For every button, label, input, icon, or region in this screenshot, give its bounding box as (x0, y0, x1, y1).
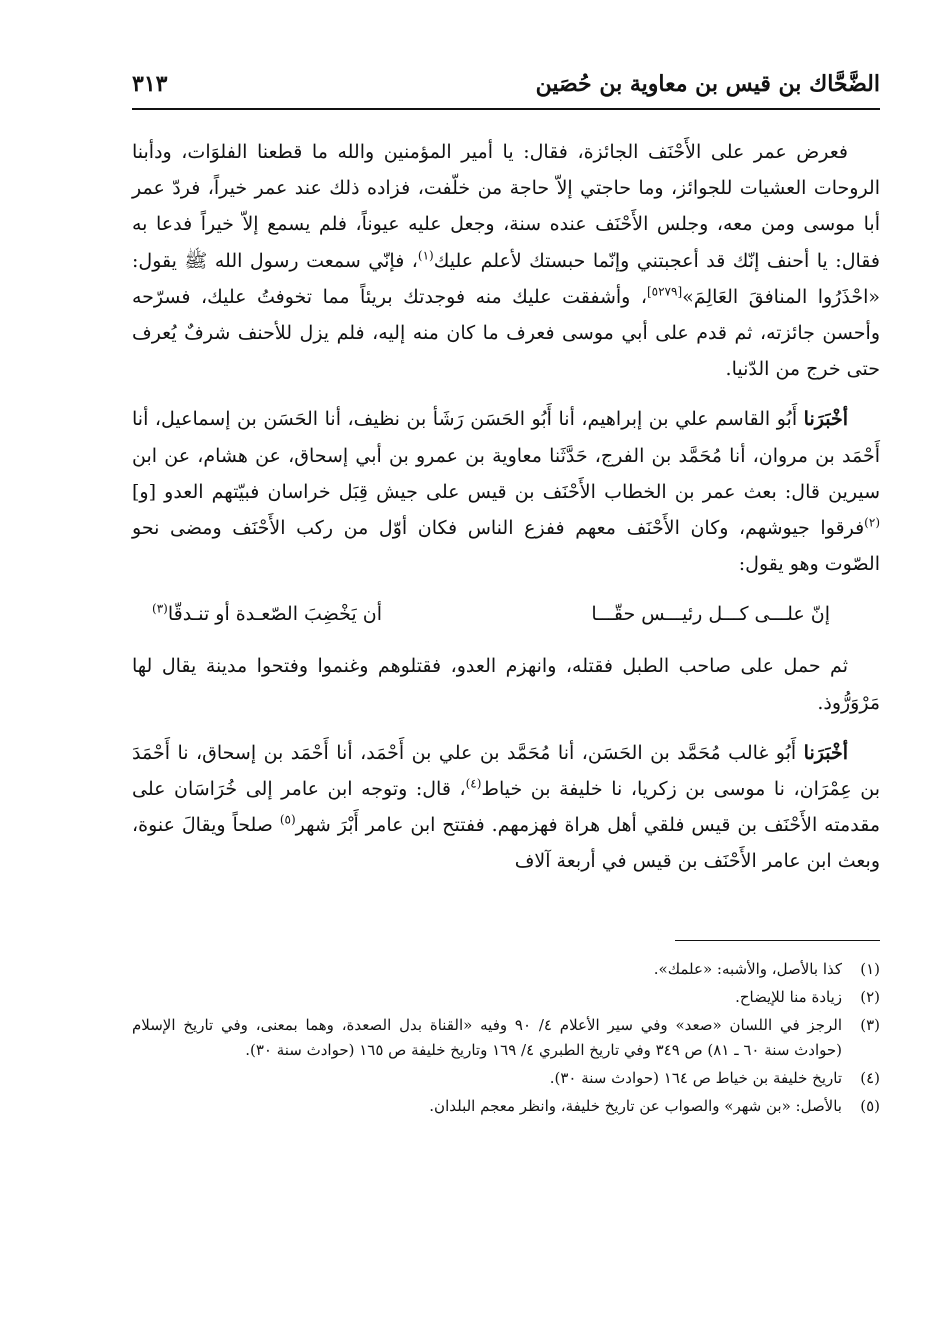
paragraph-text: ، قال: وتوجه ابن عامر إلى خُرَاسَان على مقدمته الأَحْنَف بن قيس فلقي أهل هراة فهزمهم. ففتتح ابن عامر أَبْرَ شهر (132, 778, 880, 837)
verse-second-hemistich: أن يَخْضِبَ الصّعـدة أو تنـدقّا$^{(٣)}$ (152, 602, 382, 626)
verse-first-hemistich: إنّ علـــى كـــل رئيـــس حقّـــا (591, 603, 830, 626)
hadith-number: [٥٢٧٩] (646, 284, 683, 299)
footnotes (132, 957, 880, 1119)
main-text (132, 134, 880, 880)
paragraph-text: ثم حمل على صاحب الطبل فقتله، وانهزم العدو، فقتلوهم وغنموا وفتحوا مدينة يقال لها مَرْوَرُّوذ. (132, 655, 880, 714)
footnote-number: (٥) (860, 1096, 880, 1115)
footnote-ref: (٢) (864, 515, 880, 530)
paragraph-text: فرقوا جيوشهم، وكان الأَحْنَف معهم ففزع الناس فكان أوّل من ركب الأَحْنَف ومضى نحو الصّوت وهو يقول: (132, 517, 880, 576)
footnote (132, 1013, 880, 1063)
footnote-text: بالأصل: «بن شهر» والصواب عن تاريخ خليفة، وانظر معجم البلدان. (429, 1096, 842, 1115)
footnote-number: (٣) (860, 1015, 880, 1034)
footnote (132, 957, 880, 982)
footnote-number: (٤) (860, 1068, 880, 1087)
paragraph-3 (132, 648, 880, 720)
footnote-ref: (٤) (465, 776, 482, 791)
header-title: الضَّحَّاك بن قيس بن معاوية بن حُصَين (535, 71, 880, 97)
paragraph-1 (132, 134, 880, 387)
paragraph-text: أَبُو القاسم علي بن إبراهيم، أنا أَبُو الحَسَن رَشَأ بن نظيف، أنا الحَسَن بن إسماعيل، أنا أَحْمَد بن مروان، أنا مُحَمَّد بن الفرج، حَدَّثَنا معاوية بن عمرو بن أبي إسحاق، عن هشام، عن ابن سيرين قال: بعث عمر بن الخطاب الأَحْنَف بن قيس على جيش قِبَل خراسان فبيّتهم العدو [و] (132, 408, 880, 503)
footnote-text: زيادة منا للإيضاح. (735, 987, 842, 1006)
paragraph-text: فعرض عمر على الأَحْنَف الجائزة، فقال: يا أمير المؤمنين والله ما قطعنا الفلوَات، ودأبنا الروحات العشيات للجوائز، وما حاجتي إلاّ حاجة من خلّفت، فزاده ذلك عند عمر خيراً، فردّ عمر أبا موسى ومن معه، وجلس الأَحْنَف عنده سنة، وجعل عليه عيوناً، فلم يسمع إلاّ خيراً فدعا به فقال: يا أحنف إنّك قد أعجبتني وإنّما حبستك لأعلم عليك (132, 141, 880, 272)
footnote-ref: (٥) (279, 812, 296, 827)
isnad-lead: أخْبَرَنا (803, 741, 848, 764)
running-header (132, 60, 880, 110)
footnote-divider (675, 940, 880, 941)
footnote-ref: (١) (417, 248, 434, 263)
footnote-text: كذا بالأصل، والأشبه: «علمك». (653, 959, 842, 978)
paragraph-4 (132, 735, 880, 880)
footnote (132, 1066, 880, 1091)
paragraph-2 (132, 401, 880, 582)
footnote (132, 985, 880, 1010)
isnad-lead: أخْبَرَنا (803, 408, 848, 431)
paragraph-text: ، وأشفقت عليك منه فوجدتك بريئاً مما تخوفتُ عليك، فسرّحه وأحسن جائزته، ثم قدم على أبي موسى فعرف ما كان منه إليه، فلم يزل للأحنف شرفٌ يُعرف حتى خرج من الدّنيا. (132, 285, 880, 381)
paragraph-text: صلحاً ويقالَ عنوة، وبعث ابن عامر الأَحْنَف بن قيس في أربعة آلاف (132, 814, 880, 873)
footnote-number: (١) (860, 959, 880, 978)
page-number: ٣١٣ (132, 71, 168, 97)
verse (132, 594, 880, 634)
footnote-text: الرجز في اللسان «صعد» وفي سير الأعلام ٤/ ٩٠ وفيه «القناة بدل الصعدة، وهما بمعنى، وفي تاريخ الإسلام (حوادث سنة ٦٠ ـ ٨١) ص ٣٤٩ وفي تاريخ الطبري ٤/ ١٦٩ وتاريخ خليفة ص ١٦٥ (حوادث سنة ٣٠). (132, 1015, 842, 1059)
page (132, 60, 880, 1122)
footnote (132, 1094, 880, 1119)
footnote-ref: (٣) (152, 602, 168, 617)
footnote-number: (٢) (860, 987, 880, 1006)
paragraph-text: أَبُو غالب مُحَمَّد بن الحَسَن، أنا مُحَمَّد بن علي بن أَحْمَد، أنا أَحْمَد بن إسحاق، نا أَحْمَدَ بن عِمْرَان، نا موسى بن زكريا، نا خليفة بن خياط (132, 741, 880, 801)
paragraph-text: ، فإنّي سمعت رسول الله ﷺ يقول: «احْذَرُوا المنافقَ العَالِمَ» (132, 249, 880, 308)
footnote-text: تاريخ خليفة بن خياط ص ١٦٤ (حوادث سنة ٣٠). (549, 1068, 842, 1087)
